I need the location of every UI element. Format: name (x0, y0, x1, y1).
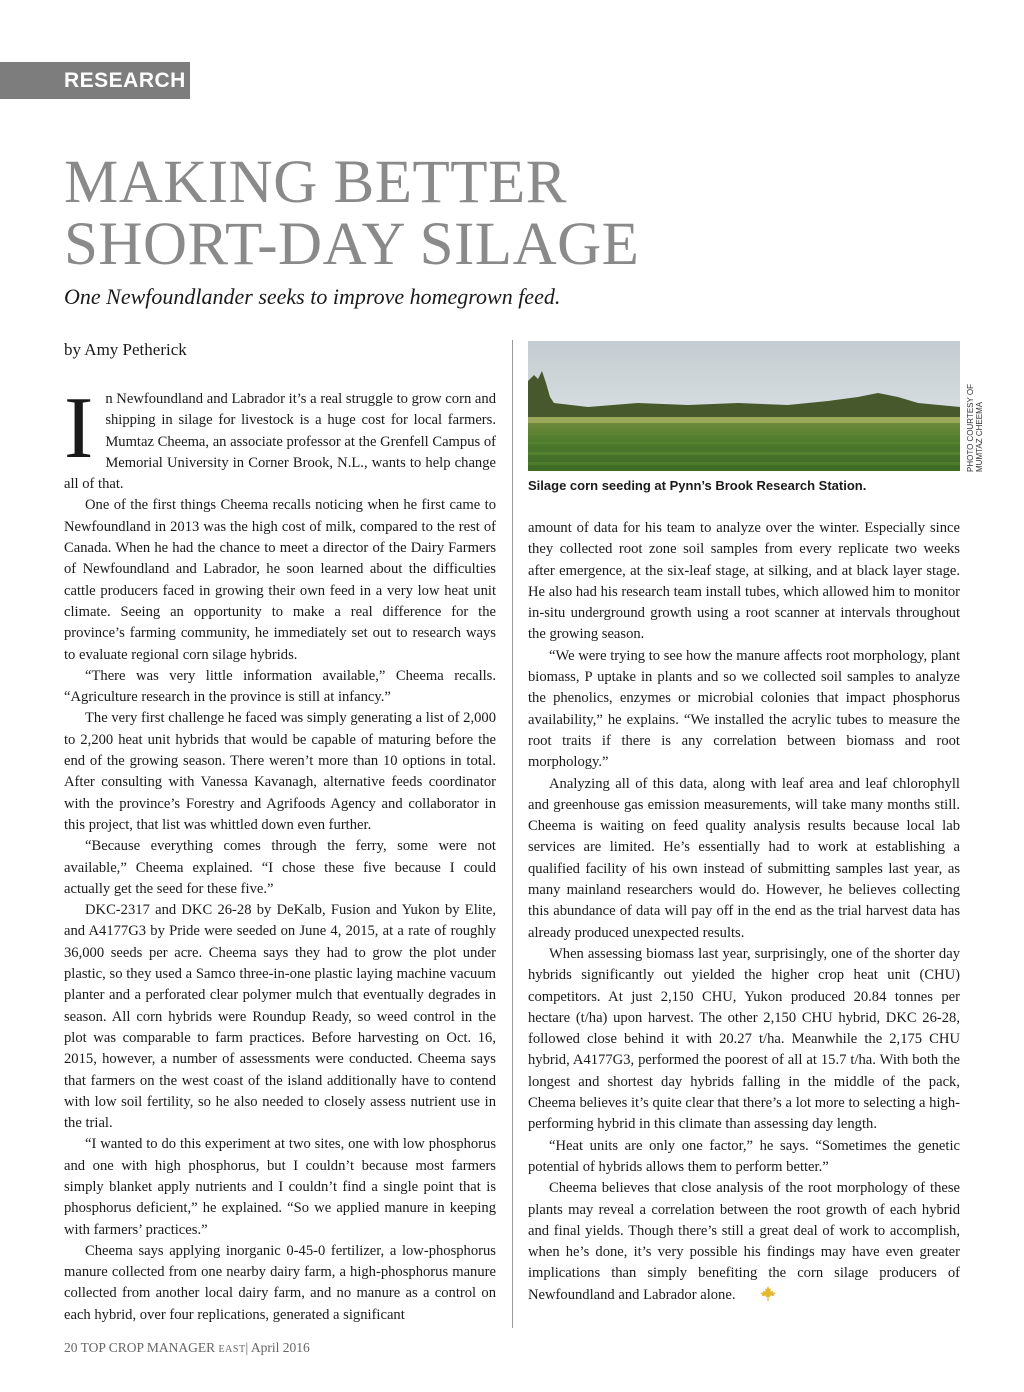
article-headline (64, 149, 640, 278)
photo-caption: Silage corn seeding at Pynn’s Brook Research Station. (528, 478, 867, 493)
paragraph-text: Cheema believes that close analysis of the root morphology of these plants may reveal a correlation between the root growth of each hybrid and final yields. Though there’s still a great deal of work to accomplish, when he’s done, it’s very possible his findings may have even greater implications than simply benefiting the corn silage producers of Newfoundland and Labrador alone. (528, 1180, 960, 1303)
page-number: 20 (64, 1340, 78, 1355)
paragraph: The very first challenge he faced was simply generating a list of 2,000 to 2,200 heat unit hybrids that would be capable of maturing before the end of the growing season. There weren’t more than 10 options in total. After consulting with Vanessa Kavanagh, alternative feeds coordinator with the province’s Forestry and Agrifoods Agency and collaborator in this project, that list was whittled down even further. (64, 710, 496, 833)
maple-leaf-end-icon (739, 1286, 776, 1309)
cornfield-photo-image (528, 341, 960, 471)
paragraph: amount of data for his team to analyze over the winter. Especially since they collected root zone soil samples from every replicate two weeks after emergence, at the six-leaf stage, at silking, and at black layer stage. He also had his research team install tubes, which allowed him to monitor in-situ underground growth using a root scanner at intervals throughout the growing season. (528, 520, 960, 643)
column-divider (512, 340, 513, 1328)
paragraph: “Heat units are only one factor,” he says. “Sometimes the genetic potential of hybrids allows them to perform better.” (528, 1137, 960, 1175)
paragraph: When assessing biomass last year, surprisingly, one of the shorter day hybrids significantly out yielded the higher crop heat unit (CHU) competitors. At just 2,150 CHU, Yukon produced 20.84 tonnes per hectare (t/ha) upon harvest. The other 2,150 CHU hybrid, DKC 26-28, followed close behind it with 20.27 t/ha. Meanwhile the 2,175 CHU hybrid, A4177G3, performed the poorest of all at 15.7 t/ha. With both the longest and shortest day hybrids falling in the middle of the pack, Cheema believes it’s quite clear that there’s a lot more to selecting a high-performing hybrid in this climate than assessing day length. (528, 945, 960, 1133)
drop-cap: I (64, 380, 94, 477)
magazine-name: TOP CROP MANAGER (80, 1340, 216, 1355)
article-column-right (528, 518, 960, 1309)
section-label-text: RESEARCH (64, 69, 186, 92)
paragraph: “Because everything comes through the ferry, some were not available,” Cheema explained. “I chose these five because I could actually get the seed for these five.” (64, 838, 496, 897)
headline-line-1: MAKING BETTER (64, 149, 567, 216)
paragraph: DKC-2317 and DKC 26-28 by DeKalb, Fusion and Yukon by Elite, and A4177G3 by Pride were seeded on June 4, 2015, at a rate of roughly 36,000 seeds per acre. Cheema says they had to grow the plot under plastic, so they used a Samco three-in-one plastic laying machine vacuum planter and a perforated clear polymer mulch that eventually degrades in season. All corn hybrids were Roundup Ready, so weed control in the plot was comparable to farm practices. Before harvesting on Oct. 16, 2015, however, a number of assessments were conducted. Cheema says that farmers on the west coast of the island additionally have to contend with low soil fertility, so he also needed to closely assess nutrient use in the trial. (64, 902, 496, 1132)
paragraph: “There was very little information available,” Cheema recalls. “Agriculture research in the province is still at infancy.” (64, 667, 496, 706)
paragraph: One of the first things Cheema recalls noticing when he first came to Newfoundland in 2013 was the high cost of milk, compared to the rest of Canada. When he had the chance to meet a director of the Dairy Farmers of Newfoundland and Labrador, he soon learned about the difficulties cattle producers faced in growing their own feed in a very low heat unit climate. Seeing an opportunity to make a real difference for the province’s farming community, he immediately set out to research ways to evaluate regional corn silage hybrids. (64, 497, 496, 663)
paragraph-1-text: n Newfoundland and Labrador it’s a real struggle to grow corn and shipping in silage for livestock is a huge cost for local farmers. Mumtaz Cheema, an associate professor at the Grenfell Campus of Memorial University in Corner Brook, N.L., wants to help change all of that. (64, 391, 496, 493)
cornfield-photo (528, 341, 960, 471)
paragraph: “We were trying to see how the manure affects root morphology, plant biomass, P uptake in plants and so we collected soil samples to analyze the phenolics, enzymes or microbial colonies that impact phosphorus availability,” he explains. “We installed the acrylic tubes to measure the root traits if there is any correlation between biomass and root morphology.” (528, 647, 960, 771)
paragraph: “I wanted to do this experiment at two sites, one with low phosphorus and one with high phosphorus, but I couldn’t because most farmers simply blanket apply nutrients and I couldn’t find a single point that is phosphorus deficient,” he explained. “So we applied manure in keeping with farmers’ practices.” (64, 1136, 496, 1238)
paragraph: Cheema says applying inorganic 0-45-0 fertilizer, a low-phosphorus manure collected from one nearby dairy farm, a high-phosphorus manure collected from another local dairy farm, and no manure as a control on each hybrid, over four replications, generated a significant (64, 1242, 496, 1323)
section-label (0, 62, 190, 99)
paragraph-1 (64, 380, 496, 495)
page-footer (64, 1340, 310, 1356)
article-dek: One Newfoundlander seeks to improve homegrown feed. (64, 284, 561, 309)
magazine-edition: EAST (218, 1344, 246, 1355)
paragraph: Analyzing all of this data, along with leaf area and leaf chlorophyll and greenhouse gas emission measurements, will take many months still. Cheema is waiting on feed quality analysis results because local lab services are limited. He’s essentially had to work at establishing a qualified facility of his own instead of submitting samples last year, as many mainland researchers would do. However, he believes collecting this abundance of data will pay off in the end as the trial harvest data has already produced unexpected results. (528, 775, 960, 941)
photo-credit (966, 372, 984, 472)
headline-line-2: SHORT-DAY SILAGE (64, 211, 640, 278)
photo-credit-line-2: MUMTAZ CHEEMA (975, 401, 984, 472)
article-column-left (64, 380, 496, 1326)
last-paragraph (528, 1178, 960, 1309)
photo-credit-line-1: PHOTO COURTESY OF (966, 383, 975, 472)
issue-date: | April 2016 (245, 1340, 310, 1355)
byline: by Amy Petherick (64, 340, 187, 359)
